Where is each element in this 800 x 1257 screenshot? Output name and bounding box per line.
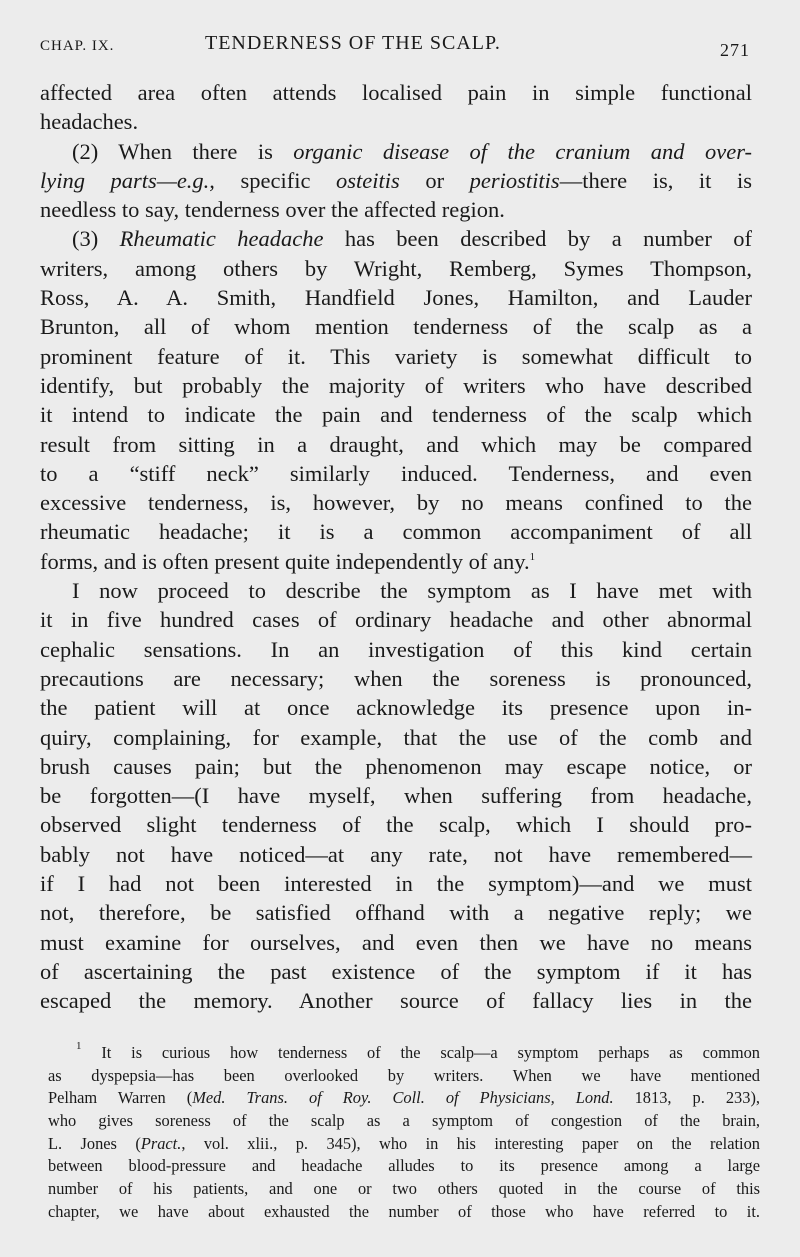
text-line: precautions are necessary; when the soreness is pronounced, [40, 665, 752, 691]
text-line: (2) When there is organic disease of the cranium and over- [72, 138, 753, 164]
text-line: observed slight tenderness of the scalp, which I should pro- [40, 812, 752, 838]
page-number: 271 [720, 40, 750, 60]
footnote-number: 1 [76, 1040, 82, 1052]
text-line: Brunton, all of whom mention tenderness of the scalp as a [40, 314, 752, 340]
text-line: (3) Rheumatic headache has been described by a number of [72, 226, 752, 252]
text-line: it intend to indicate the pain and tenderness of the scalp which [40, 402, 752, 428]
text-line: affected area often attends localised pain in simple functional [40, 80, 752, 105]
footnote-line: chapter, we have about exhausted the number of those who have referred to it. [48, 1201, 760, 1221]
text-line: needless to say, tenderness over the affected region. [40, 197, 505, 223]
text-line: must examine for ourselves, and even then we have no means [40, 929, 752, 955]
text-line: if I had not been interested in the symptom)—and we must [40, 871, 752, 897]
text-line: to a “stiff neck” similarly induced. Tenderness, and even [40, 460, 752, 486]
text-line: quiry, complaining, for example, that the use of the comb and [40, 724, 752, 750]
running-header [40, 30, 760, 60]
text-line: brush causes pain; but the phenomenon may escape notice, or [40, 753, 752, 779]
text-line: lying parts—e.g., specific osteitis or periostitis—there is, it is [40, 167, 752, 193]
footnote-line: who gives soreness of the scalp as a symptom of congestion of the brain, [48, 1111, 760, 1131]
text-line: result from sitting in a draught, and which may be compared [40, 431, 752, 457]
chapter-label: CHAP. IX. [40, 38, 115, 54]
text-line: the patient will at once acknowledge its presence upon in- [40, 695, 752, 721]
text-line: cephalic sensations. In an investigation of this kind certain [40, 636, 752, 662]
footnote-line: L. Jones (Pract., vol. xlii., p. 345), who in his interesting paper on the relation [48, 1133, 761, 1153]
text-line: forms, and is often present quite independently of any.$^1$ [40, 548, 536, 574]
text-line: of ascertaining the past existence of the symptom if it has [40, 958, 752, 984]
text-line: not, therefore, be satisfied offhand with a negative reply; we [40, 900, 752, 926]
footnote-line: $^1$ It is curious how tenderness of the scalp—a symptom perhaps as common [76, 1040, 760, 1062]
text-line: Ross, A. A. Smith, Handfield Jones, Hamilton, and Lauder [40, 285, 752, 311]
text-line: I now proceed to describe the symptom as I have met with [72, 578, 752, 604]
footnote-line: as dyspepsia—has been overlooked by writers. When we have mentioned [48, 1065, 760, 1085]
text-line: bably not have noticed—at any rate, not have remembered— [40, 841, 752, 867]
footnote [48, 1042, 760, 1224]
text-line: writers, among others by Wright, Remberg, Symes Thompson, [40, 255, 752, 281]
main-text [40, 78, 752, 1016]
footnote-marker: 1 [529, 550, 536, 563]
running-title: TENDERNESS OF THE SCALP. [205, 32, 501, 54]
footnote-line: number of his patients, and one or two others quoted in the course of this [48, 1179, 760, 1199]
text-line: escaped the memory. Another source of fallacy lies in the [40, 988, 752, 1014]
text-line: excessive tenderness, is, however, by no means confined to the [40, 490, 752, 516]
text-line: rheumatic headache; it is a common accompaniment of all [40, 519, 752, 545]
text-line: headaches. [40, 109, 139, 135]
text-line: prominent feature of it. This variety is somewhat difficult to [40, 343, 752, 369]
footnote-line: Pelham Warren (Med. Trans. of Roy. Coll. of Physicians, Lond. 1813, p. 233), [48, 1088, 761, 1108]
footnote-line: between blood-pressure and headache alludes to its presence among a large [48, 1156, 760, 1176]
text-line: identify, but probably the majority of writers who have described [40, 372, 752, 398]
text-line: it in five hundred cases of ordinary headache and other abnormal [40, 607, 752, 633]
text-line: be forgotten—(I have myself, when suffering from headache, [40, 783, 752, 809]
